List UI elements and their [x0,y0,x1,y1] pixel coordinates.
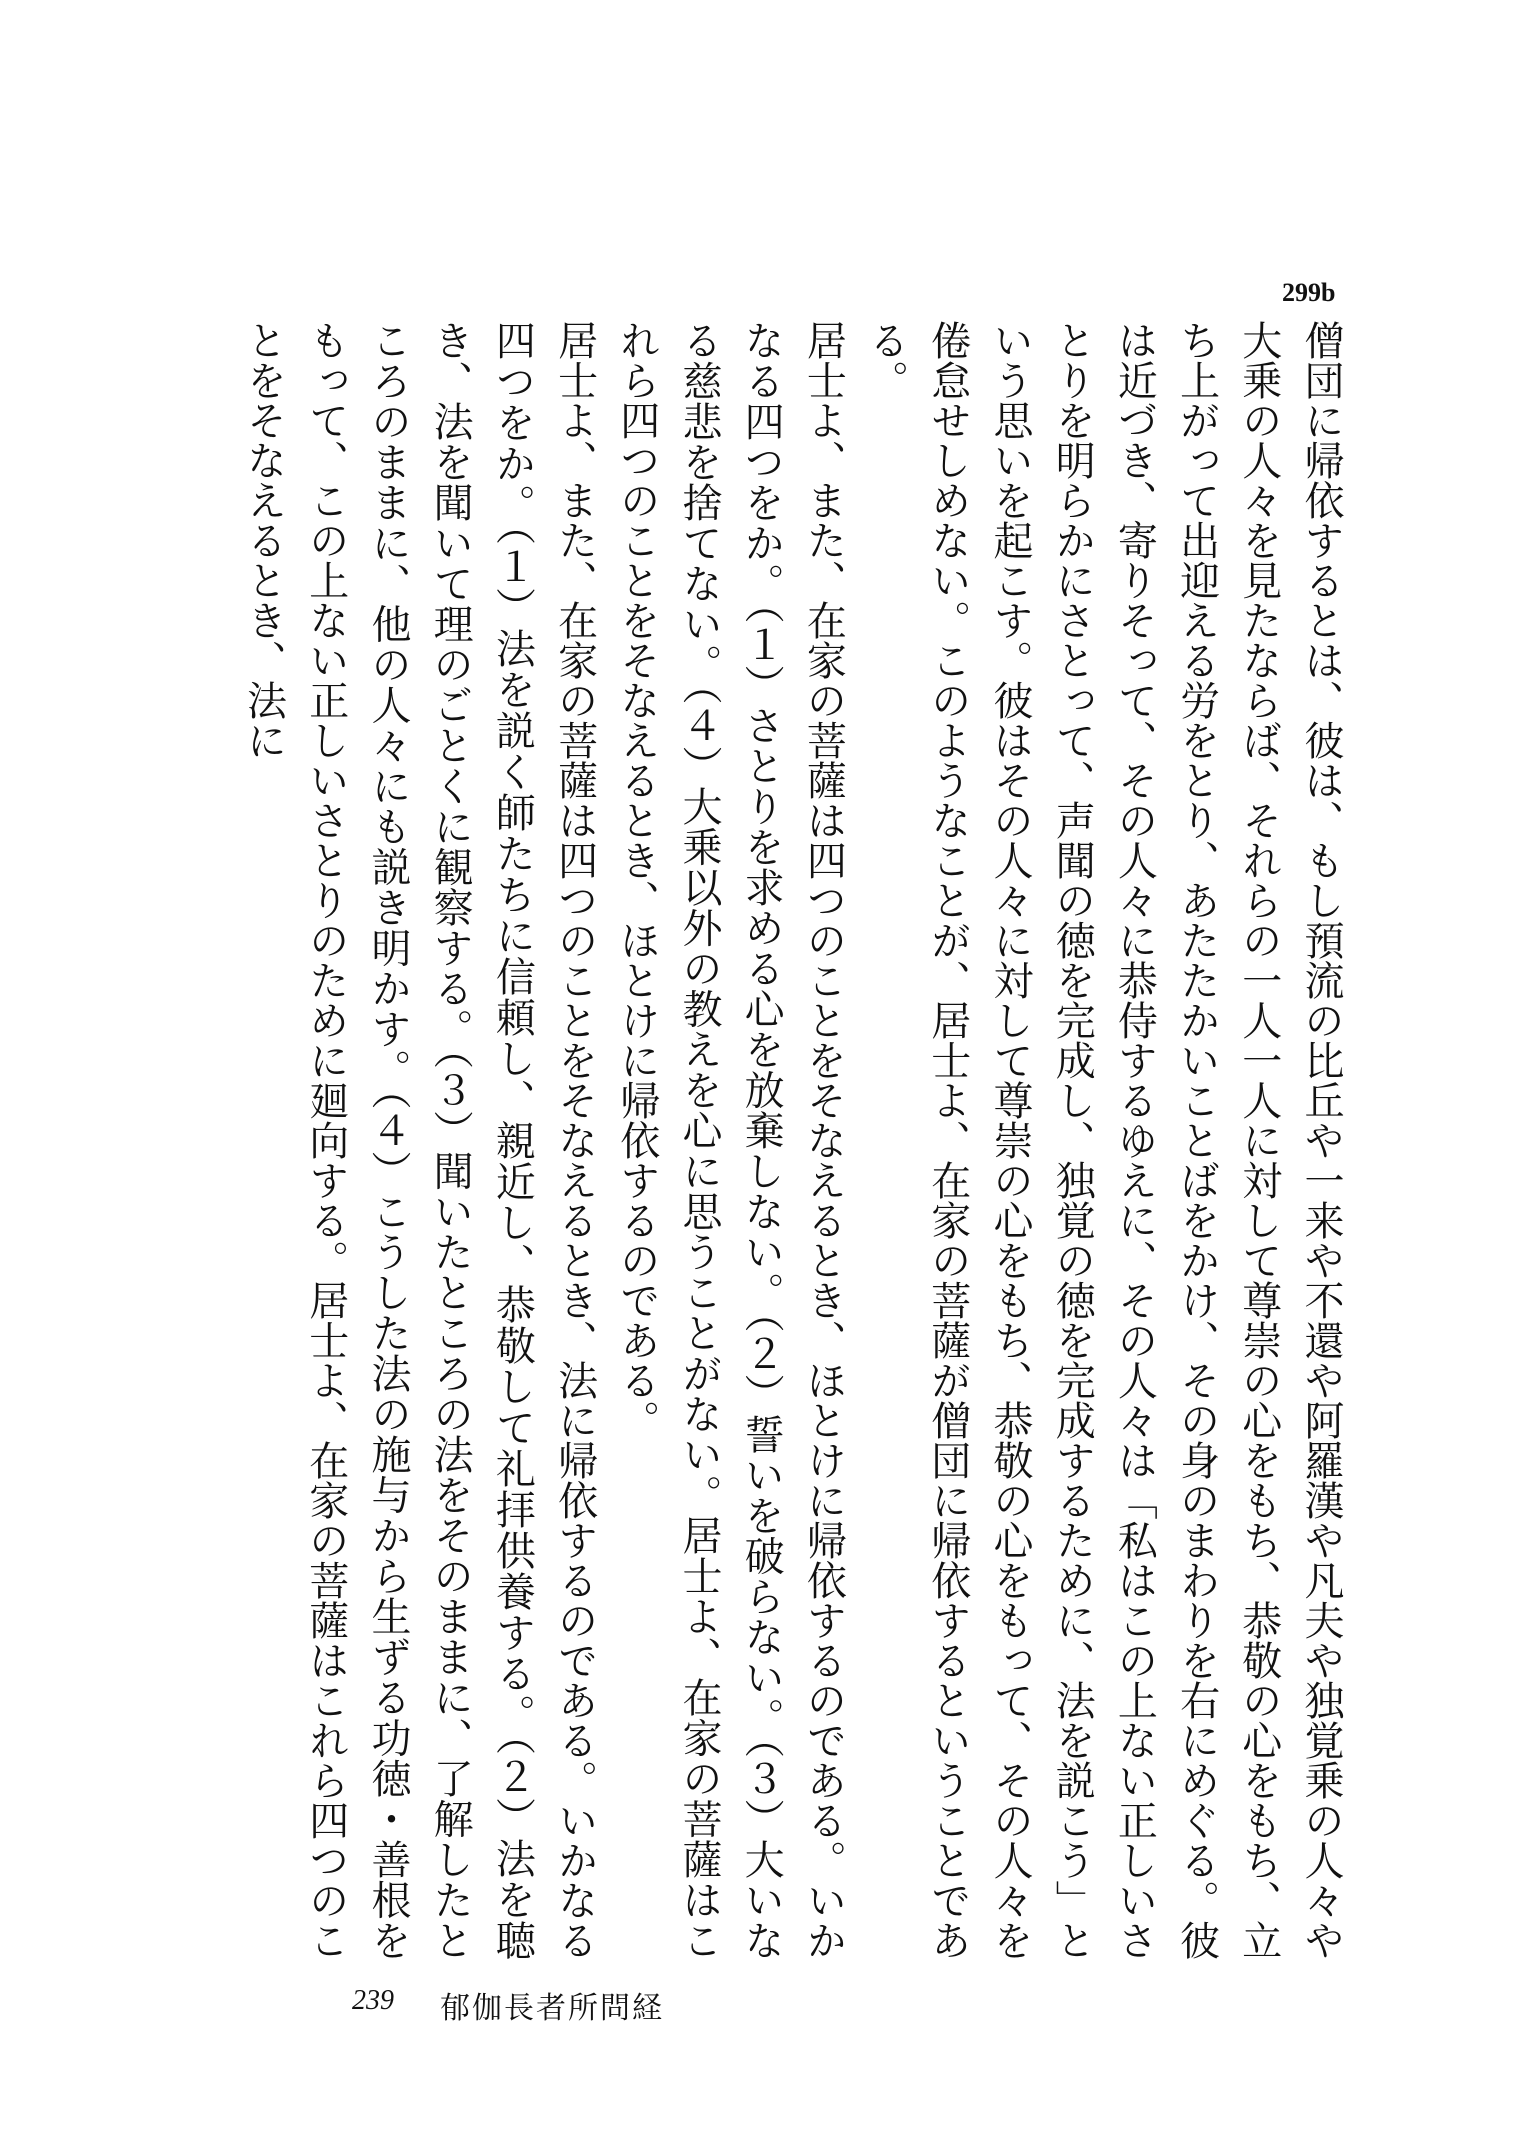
paragraph: 居士よ、また、在家の菩薩は四つのことをそなえるとき、法に帰依するのである。いかなる四つをか。（１）法を説く師たちに信頼し、親近し、恭敬して礼拝供養する。（２）法を聴き、法を聞いて理のごとくに観察する。（３）聞いたところの法をそのままに、了解したところのままに、他の人々にも説き明かす。（４）こうした法の施与から生ずる功徳・善根をもって、この上ない正しいさとりのために廻向する。居士よ、在家の菩薩はこれら四つのことをそなえるとき、法に [240,320,598,1960]
body-text [152,320,1352,1960]
page-number: 239 [352,1985,394,2016]
paragraph: 居士よ、また、在家の菩薩は四つのことをそなえるとき、ほとけに帰依するのである。いかなる四つをか。（１）さとりを求める心を放棄しない。（２）誓いを破らない。（３）大いなる慈悲を捨てない。（４）大乗以外の教えを心に思うことがない。居士よ、在家の菩薩はこれら四つのことをそなえるとき、ほとけに帰依するのである。 [613,320,847,1960]
running-title: 郁伽長者所問経 [440,1991,664,2026]
paragraph: 僧団に帰依するとは、彼は、もし預流の比丘や一来や不還や阿羅漢や凡夫や独覚乗の人々や大乗の人々を見たならば、それらの一人一人に対して尊崇の心をもち、恭敬の心をもち、立ち上がって出迎える労をとり、あたたかいことばをかけ、その身のまわりを右にめぐる。彼は近づき、寄りそって、その人々に恭侍するゆえに、その人々は「私はこの上ない正しいさとりを明らかにさとって、声聞の徳を完成し、独覚の徳を完成するために、法を説こう」という思いを起こす。彼はその人々に対して尊崇の心をもち、恭敬の心をもって、その人々を倦怠せしめない。このようなことが、居士よ、在家の菩薩が僧団に帰依するということである。 [862,320,1344,1960]
margin-reference: 299b [1282,278,1336,307]
